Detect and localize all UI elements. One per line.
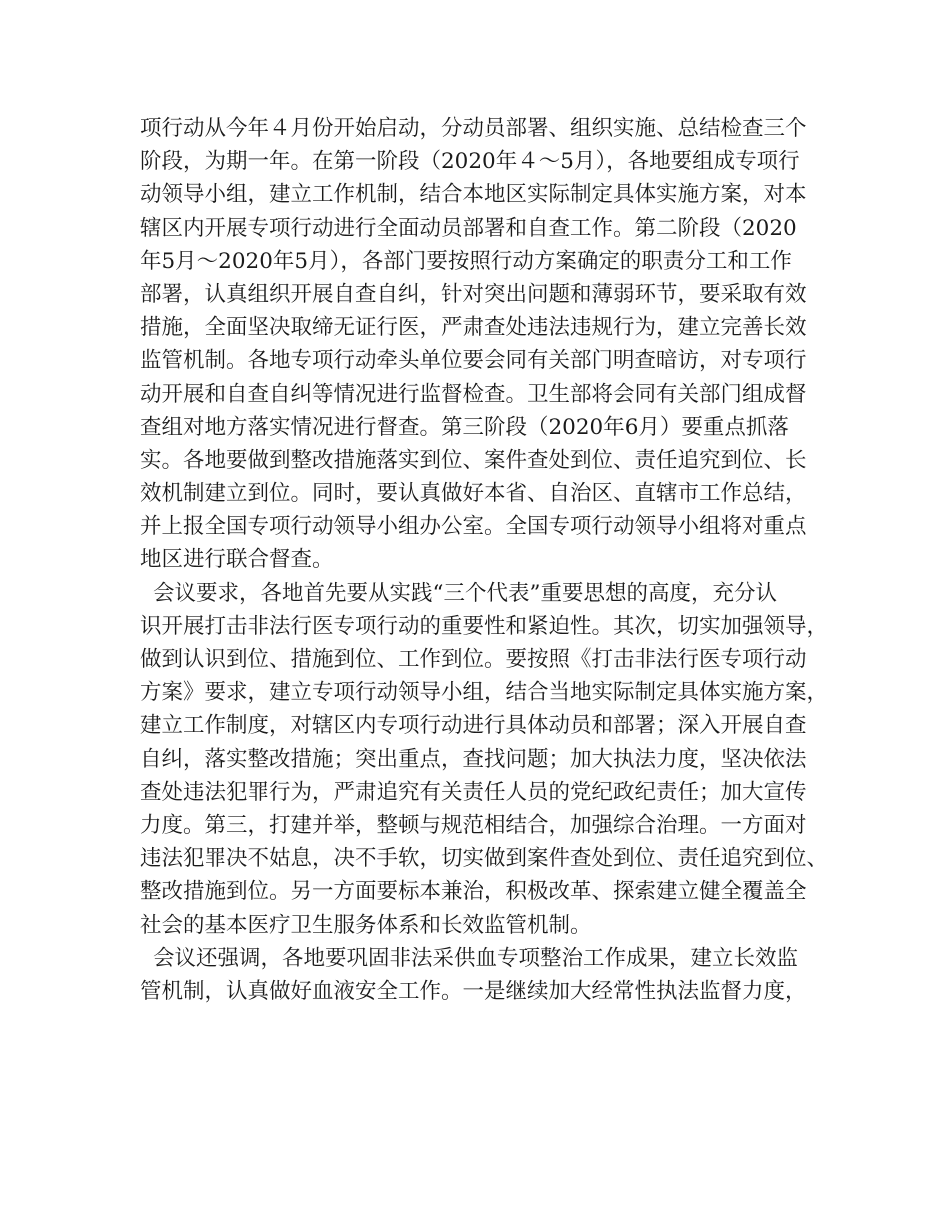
paragraph [140, 942, 830, 1008]
paragraph [140, 577, 830, 942]
text-line: 自纠，落实整改措施；突出重点，查找问题；加大执法力度，坚决依法 [140, 746, 807, 772]
document-body [140, 112, 830, 1008]
text-line: 动开展和自查自纠等情况进行监督检查。卫生部将会同有关部门组成督 [140, 381, 807, 407]
text-line: 监管机制。各地专项行动牵头单位要会同有关部门明查暗访，对专项行 [140, 348, 807, 374]
text-line: 做到认识到位、措施到位、工作到位。要按照《打击非法行医专项行动 [140, 647, 807, 672]
text-line: 项行动从今年４月份开始启动，分动员部署、组织实施、总结检查三个 [140, 116, 807, 141]
paragraph [140, 112, 830, 577]
text-line: 建立工作制度，对辖区内专项行动进行具体动员和部署；深入开展自查 [140, 713, 807, 739]
text-line: 查处违法犯罪行为，严肃追究有关责任人员的党纪政纪责任；加大宣传 [140, 779, 807, 805]
text-line: 识开展打击非法行医专项行动的重要性和紧迫性。其次，切实加强领导， [140, 613, 829, 639]
text-line: 实。各地要做到整改措施落实到位、案件查处到位、责任追究到位、长 [140, 447, 807, 473]
text-line: 效机制建立到位。同时，要认真做好本省、自治区、直辖市工作总结， [140, 481, 807, 507]
text-line: 方案》要求，建立专项行动领导小组，结合当地实际制定具体实施方案， [140, 680, 829, 706]
text-line: 辖区内开展专项行动进行全面动员部署和自查工作。第二阶段（2020 [140, 215, 797, 241]
text-line: 动领导小组，建立工作机制，结合本地区实际制定具体实施方案，对本 [140, 182, 807, 208]
text-line: 违法犯罪决不姑息，决不手软，切实做到案件查处到位、责任追究到位、 [140, 846, 829, 872]
text-line: 会议要求，各地首先要从实践“三个代表”重要思想的高度，充分认 [153, 580, 777, 606]
text-line: 阶段，为期一年。在第一阶段（2020年４～5月），各地要组成专项行 [140, 149, 800, 175]
text-line: 查组对地方落实情况进行督查。第三阶段（2020年6月）要重点抓落 [140, 414, 789, 440]
text-line: 年5月～2020年5月），各部门要按照行动方案确定的职责分工和工作 [140, 248, 792, 274]
text-line: 并上报全国专项行动领导小组办公室。全国专项行动领导小组将对重点 [140, 514, 807, 540]
text-line: 会议还强调，各地要巩固非法采供血专项整治工作成果，建立长效监 [153, 945, 799, 971]
text-line: 措施，全面坚决取缔无证行医，严肃查处违法违规行为，建立完善长效 [140, 315, 807, 341]
text-line: 管机制，认真做好血液安全工作。一是继续加大经常性执法监督力度， [140, 978, 807, 1004]
text-line: 地区进行联合督查。 [140, 547, 334, 573]
text-line: 社会的基本医疗卫生服务体系和长效监管机制。 [140, 912, 592, 938]
text-line: 整改措施到位。另一方面要标本兼治，积极改革、探索建立健全覆盖全 [140, 879, 807, 905]
text-line: 部署，认真组织开展自查自纠，针对突出问题和薄弱环节，要采取有效 [140, 281, 807, 307]
text-line: 力度。第三，打建并举，整顿与规范相结合，加强综合治理。一方面对 [140, 812, 807, 838]
